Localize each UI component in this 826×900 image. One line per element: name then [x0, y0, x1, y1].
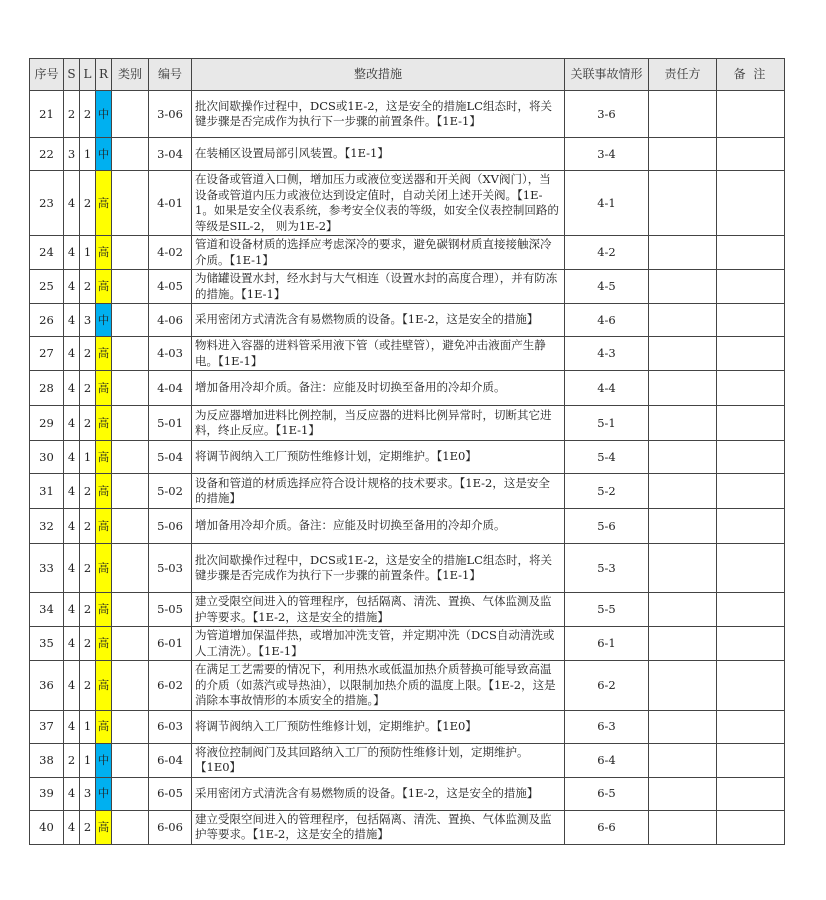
cell-seq: 39 [30, 777, 64, 810]
cell-risk-level: 中 [96, 777, 112, 810]
cell-related: 5-3 [565, 544, 649, 593]
cell-category [112, 743, 149, 777]
header-owner: 责任方 [649, 59, 717, 91]
cell-seq: 22 [30, 138, 64, 171]
table-row [30, 661, 785, 711]
cell-l: 1 [80, 236, 96, 270]
cell-number: 5-01 [149, 406, 192, 441]
cell-measure: 增加备用冷却介质。备注：应能及时切换至备用的冷却介质。 [192, 509, 565, 544]
cell-number: 4-05 [149, 270, 192, 304]
cell-number: 6-03 [149, 710, 192, 743]
cell-number: 6-05 [149, 777, 192, 810]
cell-seq: 36 [30, 661, 64, 711]
cell-remark [717, 236, 785, 270]
cell-category [112, 236, 149, 270]
cell-owner [649, 270, 717, 304]
table-row [30, 474, 785, 509]
cell-risk-level: 高 [96, 406, 112, 441]
cell-risk-level: 高 [96, 441, 112, 474]
cell-risk-level: 高 [96, 710, 112, 743]
cell-related: 3-6 [565, 91, 649, 138]
cell-number: 5-06 [149, 509, 192, 544]
cell-remark [717, 337, 785, 371]
cell-related: 6-1 [565, 627, 649, 661]
cell-related: 6-3 [565, 710, 649, 743]
cell-number: 6-04 [149, 743, 192, 777]
header-remark: 备 注 [717, 59, 785, 91]
header-r: R [96, 59, 112, 91]
cell-owner [649, 544, 717, 593]
cell-l: 2 [80, 371, 96, 406]
cell-s: 2 [64, 91, 80, 138]
table-row [30, 743, 785, 777]
cell-related: 3-4 [565, 138, 649, 171]
cell-l: 2 [80, 474, 96, 509]
cell-seq: 21 [30, 91, 64, 138]
cell-measure: 增加备用冷却介质。备注：应能及时切换至备用的冷却介质。 [192, 371, 565, 406]
cell-risk-level: 高 [96, 544, 112, 593]
cell-measure: 设备和管道的材质选择应符合设计规格的技术要求。【1E-2，这是安全的措施】 [192, 474, 565, 509]
cell-seq: 34 [30, 593, 64, 627]
cell-remark [717, 406, 785, 441]
cell-category [112, 474, 149, 509]
cell-risk-level: 高 [96, 810, 112, 844]
cell-related: 4-1 [565, 171, 649, 236]
cell-related: 6-4 [565, 743, 649, 777]
cell-l: 1 [80, 441, 96, 474]
cell-risk-level: 中 [96, 138, 112, 171]
cell-number: 5-05 [149, 593, 192, 627]
cell-remark [717, 371, 785, 406]
cell-number: 4-02 [149, 236, 192, 270]
cell-category [112, 777, 149, 810]
cell-related: 4-5 [565, 270, 649, 304]
cell-category [112, 544, 149, 593]
cell-l: 2 [80, 91, 96, 138]
cell-category [112, 441, 149, 474]
cell-risk-level: 高 [96, 509, 112, 544]
table-row [30, 91, 785, 138]
cell-category [112, 661, 149, 711]
cell-s: 4 [64, 236, 80, 270]
cell-s: 4 [64, 544, 80, 593]
cell-measure: 采用密闭方式清洗含有易燃物质的设备。【1E-2，这是安全的措施】 [192, 777, 565, 810]
cell-measure: 建立受限空间进入的管理程序，包括隔离、清洗、置换、气体监测及监护等要求。【1E-2，这是安全的措施】 [192, 593, 565, 627]
table-row [30, 593, 785, 627]
cell-category [112, 627, 149, 661]
cell-risk-level: 高 [96, 337, 112, 371]
cell-category [112, 337, 149, 371]
cell-measure: 批次间歇操作过程中，DCS或1E-2，这是安全的措施LC组态时，将关键步骤是否完成作为执行下一步骤的前置条件。【1E-1】 [192, 544, 565, 593]
cell-number: 6-06 [149, 810, 192, 844]
cell-risk-level: 中 [96, 304, 112, 337]
cell-l: 2 [80, 337, 96, 371]
cell-measure: 在满足工艺需要的情况下，利用热水或低温加热介质替换可能导致高温的介质（如蒸汽或导热油），以限制加热介质的温度上限。【1E-2，这是消除本事故情形的本质安全的措施。】 [192, 661, 565, 711]
table-row [30, 627, 785, 661]
cell-related: 4-2 [565, 236, 649, 270]
table-row [30, 544, 785, 593]
cell-s: 3 [64, 138, 80, 171]
cell-number: 4-06 [149, 304, 192, 337]
cell-number: 4-01 [149, 171, 192, 236]
cell-category [112, 270, 149, 304]
risk-measures-table [29, 58, 785, 845]
cell-risk-level: 高 [96, 371, 112, 406]
cell-owner [649, 777, 717, 810]
cell-related: 4-6 [565, 304, 649, 337]
cell-remark [717, 710, 785, 743]
cell-owner [649, 171, 717, 236]
cell-s: 4 [64, 371, 80, 406]
cell-l: 1 [80, 743, 96, 777]
cell-s: 4 [64, 441, 80, 474]
cell-remark [717, 474, 785, 509]
cell-remark [717, 627, 785, 661]
table-row [30, 441, 785, 474]
cell-l: 2 [80, 661, 96, 711]
cell-measure: 物料进入容器的进料管采用液下管（或挂壁管），避免冲击液面产生静电。【1E-1】 [192, 337, 565, 371]
cell-seq: 33 [30, 544, 64, 593]
cell-l: 3 [80, 304, 96, 337]
cell-related: 5-6 [565, 509, 649, 544]
cell-category [112, 406, 149, 441]
cell-category [112, 91, 149, 138]
cell-measure: 将液位控制阀门及其回路纳入工厂的预防性维修计划，定期维护。【1E0】 [192, 743, 565, 777]
cell-l: 2 [80, 627, 96, 661]
cell-related: 5-5 [565, 593, 649, 627]
cell-remark [717, 593, 785, 627]
cell-remark [717, 810, 785, 844]
cell-s: 4 [64, 509, 80, 544]
cell-risk-level: 高 [96, 270, 112, 304]
cell-related: 6-5 [565, 777, 649, 810]
cell-l: 1 [80, 710, 96, 743]
cell-number: 4-04 [149, 371, 192, 406]
cell-related: 5-4 [565, 441, 649, 474]
cell-owner [649, 743, 717, 777]
cell-s: 4 [64, 710, 80, 743]
cell-s: 2 [64, 743, 80, 777]
cell-s: 4 [64, 661, 80, 711]
cell-s: 4 [64, 474, 80, 509]
cell-l: 3 [80, 777, 96, 810]
cell-owner [649, 91, 717, 138]
cell-risk-level: 高 [96, 171, 112, 236]
cell-number: 6-02 [149, 661, 192, 711]
cell-seq: 24 [30, 236, 64, 270]
cell-seq: 26 [30, 304, 64, 337]
cell-measure: 将调节阀纳入工厂预防性维修计划，定期维护。【1E0】 [192, 710, 565, 743]
cell-s: 4 [64, 270, 80, 304]
cell-s: 4 [64, 627, 80, 661]
cell-s: 4 [64, 406, 80, 441]
cell-owner [649, 138, 717, 171]
cell-s: 4 [64, 810, 80, 844]
table-row [30, 777, 785, 810]
cell-related: 6-6 [565, 810, 649, 844]
cell-seq: 29 [30, 406, 64, 441]
cell-related: 6-2 [565, 661, 649, 711]
cell-s: 4 [64, 171, 80, 236]
header-related: 关联事故情形 [565, 59, 649, 91]
cell-seq: 25 [30, 270, 64, 304]
cell-category [112, 593, 149, 627]
cell-category [112, 138, 149, 171]
cell-measure: 将调节阀纳入工厂预防性维修计划，定期维护。【1E0】 [192, 441, 565, 474]
cell-remark [717, 661, 785, 711]
cell-remark [717, 138, 785, 171]
header-seq: 序号 [30, 59, 64, 91]
cell-remark [717, 509, 785, 544]
cell-l: 2 [80, 810, 96, 844]
cell-seq: 37 [30, 710, 64, 743]
cell-measure: 为反应器增加进料比例控制，当反应器的进料比例异常时，切断其它进料，终止反应。【1E-1】 [192, 406, 565, 441]
cell-number: 5-03 [149, 544, 192, 593]
cell-number: 6-01 [149, 627, 192, 661]
cell-category [112, 710, 149, 743]
header-category: 类别 [112, 59, 149, 91]
cell-remark [717, 544, 785, 593]
cell-seq: 30 [30, 441, 64, 474]
table-body [30, 91, 785, 845]
table-row [30, 810, 785, 844]
cell-measure: 在设备或管道入口侧，增加压力或液位变送器和开关阀（XV阀门），当设备或管道内压力或液位达到设定值时，自动关闭上述开关阀。【1E-1。如果是安全仪表系统，参考安全仪表的等级，如安全仪表控制回路的等级是SIL-2， 则为1E-2】 [192, 171, 565, 236]
cell-risk-level: 中 [96, 91, 112, 138]
cell-measure: 管道和设备材质的选择应考虑深冷的要求，避免碳钢材质直接接触深冷介质。【1E-1】 [192, 236, 565, 270]
cell-remark [717, 270, 785, 304]
cell-number: 4-03 [149, 337, 192, 371]
cell-owner [649, 474, 717, 509]
cell-risk-level: 高 [96, 474, 112, 509]
cell-owner [649, 406, 717, 441]
cell-measure: 建立受限空间进入的管理程序，包括隔离、清洗、置换、气体监测及监护等要求。【1E-2，这是安全的措施】 [192, 810, 565, 844]
table-row [30, 509, 785, 544]
cell-owner [649, 337, 717, 371]
cell-l: 2 [80, 593, 96, 627]
header-s: S [64, 59, 80, 91]
header-row [30, 59, 785, 91]
cell-category [112, 371, 149, 406]
cell-risk-level: 高 [96, 661, 112, 711]
cell-seq: 31 [30, 474, 64, 509]
table-row [30, 236, 785, 270]
cell-risk-level: 高 [96, 236, 112, 270]
cell-remark [717, 171, 785, 236]
header-measure: 整改措施 [192, 59, 565, 91]
cell-l: 1 [80, 138, 96, 171]
cell-remark [717, 777, 785, 810]
cell-owner [649, 236, 717, 270]
cell-seq: 28 [30, 371, 64, 406]
cell-owner [649, 509, 717, 544]
table-row [30, 270, 785, 304]
cell-category [112, 810, 149, 844]
cell-l: 2 [80, 544, 96, 593]
cell-measure: 为储罐设置水封，经水封与大气相连（设置水封的高度合理），并有防冻的措施。【1E-1】 [192, 270, 565, 304]
cell-l: 2 [80, 406, 96, 441]
cell-number: 5-04 [149, 441, 192, 474]
cell-number: 3-06 [149, 91, 192, 138]
cell-s: 4 [64, 304, 80, 337]
cell-risk-level: 中 [96, 743, 112, 777]
cell-category [112, 509, 149, 544]
cell-related: 5-1 [565, 406, 649, 441]
cell-related: 4-4 [565, 371, 649, 406]
cell-remark [717, 441, 785, 474]
table-row [30, 406, 785, 441]
table-row [30, 138, 785, 171]
cell-number: 3-04 [149, 138, 192, 171]
cell-owner [649, 810, 717, 844]
cell-measure: 为管道增加保温伴热，或增加冲洗支管，并定期冲洗（DCS自动清洗或人工清洗）。【1E-1】 [192, 627, 565, 661]
cell-related: 5-2 [565, 474, 649, 509]
cell-owner [649, 371, 717, 406]
table-row [30, 304, 785, 337]
cell-l: 2 [80, 171, 96, 236]
cell-remark [717, 743, 785, 777]
cell-measure: 采用密闭方式清洗含有易燃物质的设备。【1E-2，这是安全的措施】 [192, 304, 565, 337]
cell-owner [649, 593, 717, 627]
cell-owner [649, 304, 717, 337]
cell-seq: 32 [30, 509, 64, 544]
cell-category [112, 304, 149, 337]
cell-remark [717, 304, 785, 337]
table-row [30, 710, 785, 743]
header-number: 编号 [149, 59, 192, 91]
table-row [30, 171, 785, 236]
cell-seq: 27 [30, 337, 64, 371]
cell-s: 4 [64, 593, 80, 627]
cell-l: 2 [80, 509, 96, 544]
cell-number: 5-02 [149, 474, 192, 509]
cell-seq: 38 [30, 743, 64, 777]
cell-seq: 35 [30, 627, 64, 661]
cell-risk-level: 高 [96, 627, 112, 661]
cell-related: 4-3 [565, 337, 649, 371]
cell-remark [717, 91, 785, 138]
cell-measure: 批次间歇操作过程中，DCS或1E-2，这是安全的措施LC组态时，将关键步骤是否完成作为执行下一步骤的前置条件。【1E-1】 [192, 91, 565, 138]
cell-owner [649, 710, 717, 743]
cell-s: 4 [64, 337, 80, 371]
header-l: L [80, 59, 96, 91]
cell-l: 2 [80, 270, 96, 304]
cell-seq: 40 [30, 810, 64, 844]
cell-measure: 在装桶区设置局部引风装置。【1E-1】 [192, 138, 565, 171]
cell-owner [649, 441, 717, 474]
table-row [30, 337, 785, 371]
cell-category [112, 171, 149, 236]
table-row [30, 371, 785, 406]
cell-s: 4 [64, 777, 80, 810]
cell-seq: 23 [30, 171, 64, 236]
cell-risk-level: 高 [96, 593, 112, 627]
cell-owner [649, 661, 717, 711]
cell-owner [649, 627, 717, 661]
